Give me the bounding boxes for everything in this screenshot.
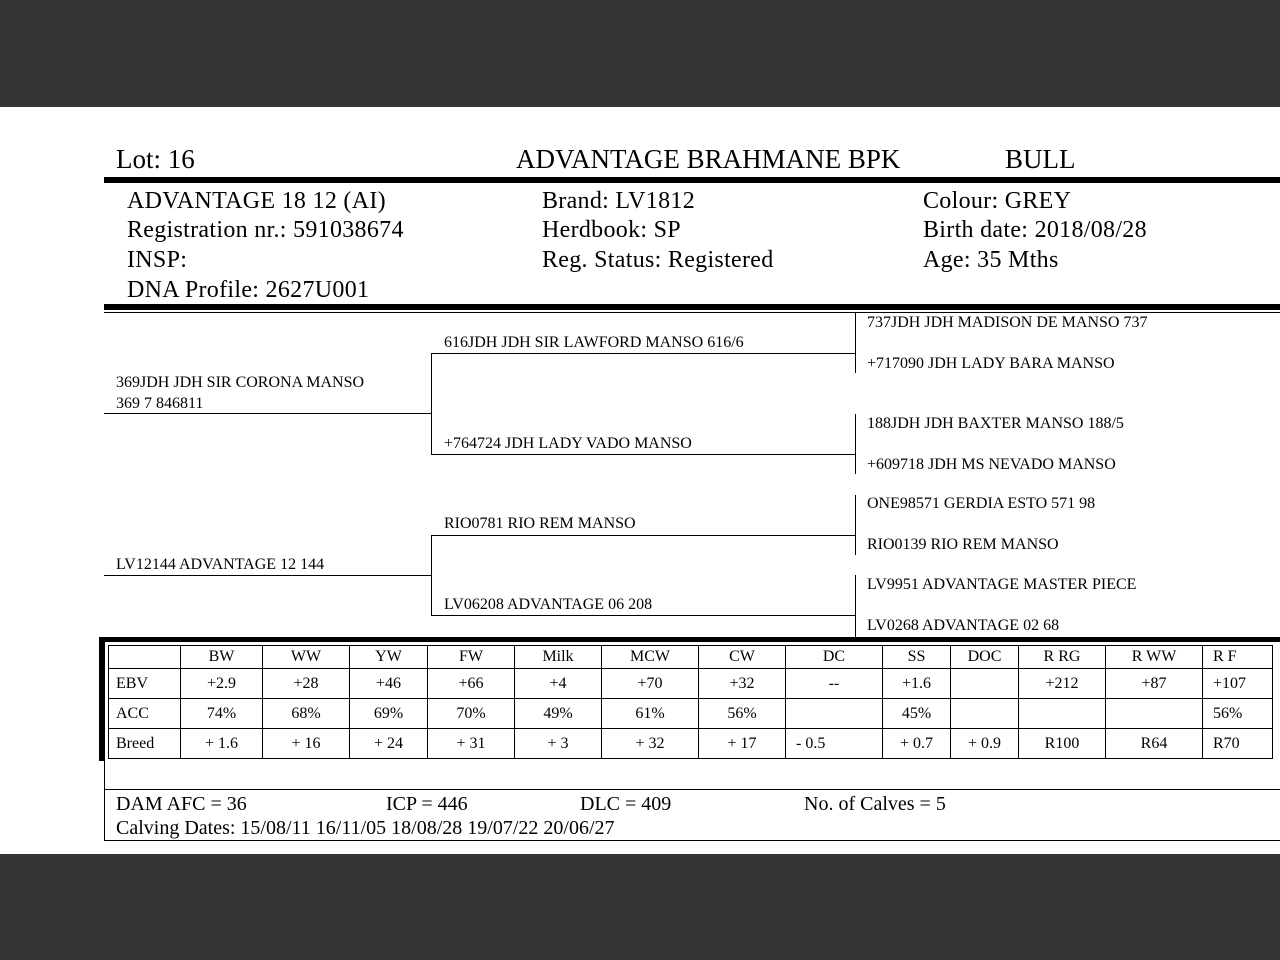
ebv-cell: +1.6 <box>883 669 951 699</box>
acc-cell: 56% <box>1203 699 1273 729</box>
dds-name: LV9951 ADVANTAGE MASTER PIECE <box>867 576 1137 593</box>
animal-name: ADVANTAGE 18 12 (AI) <box>127 188 386 214</box>
ebv-cell: +4 <box>515 669 602 699</box>
acc-cell <box>786 699 883 729</box>
ebv-table <box>108 645 1273 759</box>
dam-line <box>104 575 431 576</box>
ds-bracket <box>855 495 856 555</box>
details-rule <box>104 304 1280 310</box>
ebv-cell: +107 <box>1203 669 1273 699</box>
acc-cell: 56% <box>699 699 786 729</box>
ebv-row <box>109 669 1273 699</box>
breed-cell: + 32 <box>602 729 699 759</box>
sire-bracket <box>431 353 432 455</box>
col-header: YW <box>350 646 428 669</box>
col-header: WW <box>263 646 350 669</box>
acc-cell <box>1019 699 1106 729</box>
number-of-calves: No. of Calves = 5 <box>804 793 946 815</box>
col-header: SS <box>883 646 951 669</box>
breed-cell: + 0.7 <box>883 729 951 759</box>
row-label: EBV <box>109 669 181 699</box>
ebv-cell: +2.9 <box>181 669 263 699</box>
dd-bracket <box>855 575 856 637</box>
acc-cell: 74% <box>181 699 263 729</box>
acc-cell: 69% <box>350 699 428 729</box>
birth-date: Birth date: 2018/08/28 <box>923 217 1147 243</box>
sire-registration: 369 7 846811 <box>116 395 204 412</box>
breed-cell: + 17 <box>699 729 786 759</box>
ddd-name: LV0268 ADVANTAGE 02 68 <box>867 617 1060 634</box>
ebv-cell: +87 <box>1106 669 1203 699</box>
breed-cell: + 16 <box>263 729 350 759</box>
col-header: Milk <box>515 646 602 669</box>
age: Age: 35 Mths <box>923 247 1059 273</box>
ssd-name: +717090 JDH LADY BARA MANSO <box>867 355 1115 372</box>
ebv-cell: +28 <box>263 669 350 699</box>
ds-line <box>431 535 855 536</box>
dam-dam-name: LV06208 ADVANTAGE 06 208 <box>444 596 653 613</box>
dd-line <box>431 615 855 616</box>
breed-cell: + 1.6 <box>181 729 263 759</box>
sire-dam-name: +764724 JDH LADY VADO MANSO <box>444 435 692 452</box>
ebv-top-rule <box>99 637 1280 642</box>
ebv-cell: +66 <box>428 669 515 699</box>
dam-info-bottom-rule <box>104 840 1280 841</box>
dam-bracket <box>431 535 432 616</box>
brand: Brand: LV1812 <box>542 188 696 214</box>
acc-cell: 68% <box>263 699 350 729</box>
animal-title: ADVANTAGE BRAHMANE BPK <box>516 144 901 174</box>
breed-cell: + 3 <box>515 729 602 759</box>
breed-row <box>109 729 1273 759</box>
sire-sire-name: 616JDH JDH SIR LAWFORD MANSO 616/6 <box>444 334 744 351</box>
col-header: MCW <box>602 646 699 669</box>
dss-name: ONE98571 GERDIA ESTO 571 98 <box>867 495 1096 512</box>
dlc: DLC = 409 <box>580 793 672 815</box>
ebv-cell: +212 <box>1019 669 1106 699</box>
ss-line <box>431 353 855 354</box>
acc-cell: 45% <box>883 699 951 729</box>
ebv-cell: +32 <box>699 669 786 699</box>
dam-afc: DAM AFC = 36 <box>116 793 247 815</box>
reg-status: Reg. Status: Registered <box>542 247 774 273</box>
sire-name: 369JDH JDH SIR CORONA MANSO <box>116 374 365 391</box>
sss-name: 737JDH JDH MADISON DE MANSO 737 <box>867 314 1148 331</box>
sds-name: 188JDH JDH BAXTER MANSO 188/5 <box>867 415 1124 432</box>
acc-cell <box>951 699 1019 729</box>
sd-bracket <box>855 414 856 474</box>
dsd-name: RIO0139 RIO REM MANSO <box>867 536 1059 553</box>
col-header: FW <box>428 646 515 669</box>
breed-cell: - 0.5 <box>786 729 883 759</box>
acc-cell: 49% <box>515 699 602 729</box>
lot-number: Lot: 16 <box>116 144 195 174</box>
col-header: R F <box>1203 646 1273 669</box>
ebv-left-thin <box>104 642 105 841</box>
insp-field: INSP: <box>127 247 188 273</box>
col-header: DC <box>786 646 883 669</box>
row-label: ACC <box>109 699 181 729</box>
ebv-header-row <box>109 646 1273 669</box>
ebv-cell <box>951 669 1019 699</box>
header-rule <box>104 177 1280 183</box>
ss-bracket <box>855 313 856 373</box>
icp: ICP = 446 <box>386 793 468 815</box>
col-header: BW <box>181 646 263 669</box>
col-header: CW <box>699 646 786 669</box>
col-header: R RG <box>1019 646 1106 669</box>
breed-cell: + 0.9 <box>951 729 1019 759</box>
registration-number: Registration nr.: 591038674 <box>127 217 404 243</box>
dam-sire-name: RIO0781 RIO REM MANSO <box>444 515 636 532</box>
corner-cell <box>109 646 181 669</box>
breed-cell: R70 <box>1203 729 1273 759</box>
herdbook: Herdbook: SP <box>542 217 681 243</box>
calving-dates: Calving Dates: 15/08/11 16/11/05 18/08/28 19/07/22 20/06/27 <box>116 817 615 839</box>
dna-profile: DNA Profile: 2627U001 <box>127 277 370 303</box>
dam-info-top-rule <box>104 789 1280 790</box>
acc-cell <box>1106 699 1203 729</box>
dam-name: LV12144 ADVANTAGE 12 144 <box>116 556 325 573</box>
row-label: Breed <box>109 729 181 759</box>
ebv-cell: +46 <box>350 669 428 699</box>
details-rule-thin <box>104 312 1280 313</box>
acc-row <box>109 699 1273 729</box>
animal-sex: BULL <box>1005 144 1076 174</box>
breed-cell: + 24 <box>350 729 428 759</box>
col-header: R WW <box>1106 646 1203 669</box>
col-header: DOC <box>951 646 1019 669</box>
acc-cell: 70% <box>428 699 515 729</box>
ebv-cell: -- <box>786 669 883 699</box>
sd-line <box>431 454 855 455</box>
acc-cell: 61% <box>602 699 699 729</box>
colour: Colour: GREY <box>923 188 1072 214</box>
breed-cell: R100 <box>1019 729 1106 759</box>
sdd-name: +609718 JDH MS NEVADO MANSO <box>867 456 1116 473</box>
pedigree-sheet <box>0 107 1280 854</box>
sire-line <box>104 413 431 414</box>
breed-cell: R64 <box>1106 729 1203 759</box>
breed-cell: + 31 <box>428 729 515 759</box>
ebv-cell: +70 <box>602 669 699 699</box>
